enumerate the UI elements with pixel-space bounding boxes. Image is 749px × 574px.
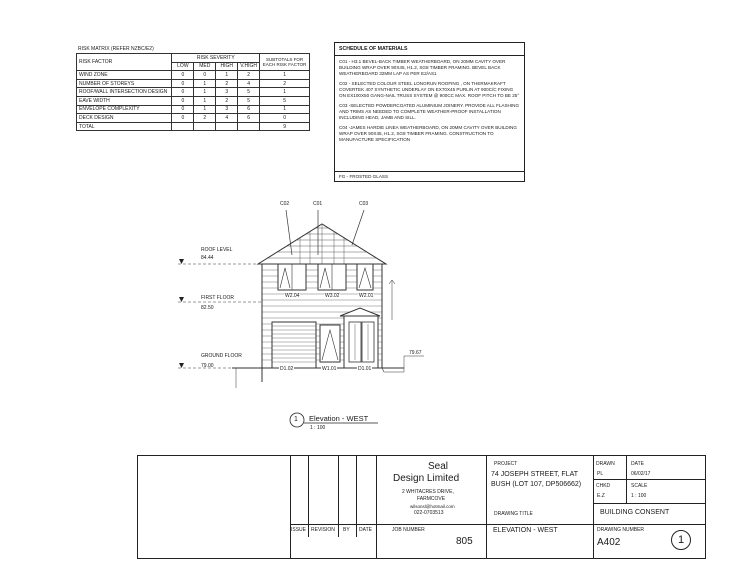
subtotal-cell: 2: [260, 79, 310, 88]
firm-address: 2 WHITACRES DRIVE,: [402, 489, 454, 495]
severity-cell: 3: [216, 105, 238, 114]
callout-c03: C03: [359, 201, 369, 207]
severity-cell: 5: [238, 88, 260, 97]
severity-cell: 0: [194, 71, 216, 80]
view-title: Elevation - WEST: [309, 414, 369, 423]
severity-cell: 1: [194, 88, 216, 97]
severity-cell: 0: [172, 114, 194, 123]
ground-floor-value: 79.00: [201, 363, 214, 369]
project-label: PROJECT: [494, 461, 518, 467]
severity-cell: 4: [238, 79, 260, 88]
severity-cell: 0: [172, 71, 194, 80]
sheet-number-circle: 1: [671, 530, 691, 550]
first-floor-label: FIRST FLOOR: [201, 295, 234, 301]
risk-factor-cell: DECK DESIGN: [77, 114, 172, 123]
level-header: HIGH: [216, 62, 238, 71]
risk-factor-cell: ENVELOPE COMPLEXITY: [77, 105, 172, 114]
view-scale: 1 : 100: [310, 425, 326, 431]
severity-cell: 1: [194, 96, 216, 105]
spot-level: 79.67: [409, 350, 422, 356]
ground-floor-label: GROUND FLOOR: [201, 353, 242, 359]
revision-header-date: DATE: [359, 527, 372, 533]
window-tag: W1.01: [322, 366, 337, 372]
subtotals-header: SUBTOTALS FOR EACH RISK FACTOR: [260, 54, 310, 71]
subtotal-cell: 5: [260, 96, 310, 105]
firm-email: wilsonsl@hotmail.com: [410, 504, 455, 509]
severity-cell: 2: [216, 79, 238, 88]
severity-cell: 1: [194, 105, 216, 114]
callout-leader: [286, 210, 292, 255]
job-number-label: JOB NUMBER: [392, 527, 425, 533]
roof-level-label: ROOF LEVEL: [201, 247, 233, 253]
first-floor-value: 82.50: [201, 305, 214, 311]
severity-cell: 0: [172, 105, 194, 114]
scale-label: SCALE: [631, 483, 648, 489]
schedule-item: C02 - SELECTED COLOUR STEEL LONGRUN ROOFING , ON THERMAKRAFT COVERTEK 407 SYNTHETIC UNDERLAY ON EX70X45 PURLIN AT 900C/C FIXING ON EX100X50 GANG-NAIL TRUSS SYSTEM @ 900CC MAX. ROOF PITCH TO BE 25°: [339, 81, 520, 98]
checked-label: CHKD: [596, 483, 611, 489]
firm-address-line2: FARMCOVE: [417, 496, 446, 502]
severity-cell: 6: [238, 114, 260, 123]
firm-phone: 022-0703513: [414, 510, 444, 516]
severity-cell: 2: [238, 71, 260, 80]
view-number: 1: [294, 416, 298, 423]
risk-factor-cell: EAVE WIDTH: [77, 96, 172, 105]
scale-value: 1 : 100: [631, 493, 647, 499]
severity-cell: 4: [216, 114, 238, 123]
subtotal-cell: 1: [260, 105, 310, 114]
door-tag: D1.02: [280, 366, 294, 372]
schedule-footer: FG - FROSTED GLASS: [335, 171, 524, 181]
severity-cell: 2: [216, 96, 238, 105]
revision-header-revision: REVISION: [311, 527, 335, 533]
project-address-line2: BUSH (LOT 107, DP506662): [491, 481, 582, 488]
firm-name: Seal: [428, 461, 449, 472]
severity-cell: 3: [216, 88, 238, 97]
schedule-item: C03 -SELECTED POWDERCOATED ALUMINIUM JOINERY. PROVIDE ALL FLASHING AND TRIMS AS NEEDED TO COMPLETE WEATHER-PROOF INSTALLATION INCLUDING HEAD, JAMB AND SILL.: [339, 103, 520, 120]
garage-door: [272, 322, 316, 368]
subtotal-cell: 1: [260, 88, 310, 97]
level-header: LOW: [172, 62, 194, 71]
severity-cell: 2: [194, 114, 216, 123]
risk-factor-cell: TOTAL: [77, 122, 172, 131]
drawing-title-label: DRAWING TITLE: [494, 511, 533, 517]
severity-cell: 0: [172, 88, 194, 97]
drawing-number-label: DRAWING NUMBER: [597, 527, 645, 533]
checked-value: E.Z: [597, 493, 605, 499]
risk-matrix-title: RISK MATRIX (REFER NZBC/E2): [78, 46, 154, 52]
severity-cell: 5: [238, 96, 260, 105]
project-address: 74 JOSEPH STREET, FLAT: [491, 471, 579, 478]
schedule-title: SCHEDULE OF MATERIALS: [335, 43, 524, 56]
roof-level-value: 84.44: [201, 255, 214, 261]
subtotal-cell: 9: [260, 122, 310, 131]
revision-header-issue: ISSUE: [291, 527, 307, 533]
date-label: DATE: [631, 461, 644, 467]
severity-cell: 1: [216, 71, 238, 80]
drawing-title: ELEVATION - WEST: [493, 527, 558, 534]
level-header: V.HIGH: [238, 62, 260, 71]
drawn-label: DRAWN: [596, 461, 615, 467]
drawing-status: BUILDING CONSENT: [600, 509, 670, 516]
callout-c01: C01: [313, 201, 323, 207]
firm-name-line2: Design Limited: [393, 473, 460, 484]
job-number: 805: [456, 536, 473, 547]
window-tag: W2.04: [285, 293, 300, 299]
risk-factor-cell: WIND ZONE: [77, 71, 172, 80]
date-value: 06/02/17: [631, 471, 651, 477]
risk-severity-header: RISK SEVERITY: [172, 54, 260, 63]
door-tag: D1.01: [358, 366, 372, 372]
callout-c02: C02: [280, 201, 290, 207]
level-header: MED: [194, 62, 216, 71]
level-marker-icon: [179, 297, 184, 302]
risk-factor-cell: NUMBER OF STOREYS: [77, 79, 172, 88]
subtotal-cell: 1: [260, 71, 310, 80]
callout-leader: [352, 210, 364, 245]
subtotal-cell: 0: [260, 114, 310, 123]
schedule-item: C01 - H3.1 BEVEL-BACK TIMBER WEATHERBOARD, ON 20MM CAVITY OVER BUILDING WRAP OVER 90X45, H1.2, SG8 TIMBER FRAMING. BEVEL BACK WEATHERBOARD 32MM LAP AS PER E2/AS1: [339, 59, 506, 76]
drawing-number: A402: [597, 537, 621, 548]
drawn-value: PL: [597, 471, 604, 477]
revision-header-by: BY: [343, 527, 350, 533]
risk-factor-cell: ROOF/WALL INTERSECTION DESIGN: [77, 88, 172, 97]
severity-cell: 0: [172, 79, 194, 88]
level-marker-icon: [179, 259, 184, 264]
window-tag: W3.02: [325, 293, 340, 299]
window-tag: W2.01: [359, 293, 374, 299]
severity-cell: 1: [194, 79, 216, 88]
schedule-item: C04 -JAMES HARDIE LINEA WEATHERBOARD, ON 20MM CAVITY OVER BUILDING WRAP OVER 90X45, H1.2, SG8 TIMBER FRAMING. CONSTRUCTION TO MANUFACTURE SPECIFICATION: [339, 125, 517, 142]
level-marker-icon: [179, 363, 184, 368]
severity-cell: 0: [172, 96, 194, 105]
severity-cell: 6: [238, 105, 260, 114]
roof-hatching: [268, 225, 376, 264]
risk-factor-header: RISK FACTOR: [77, 54, 172, 71]
